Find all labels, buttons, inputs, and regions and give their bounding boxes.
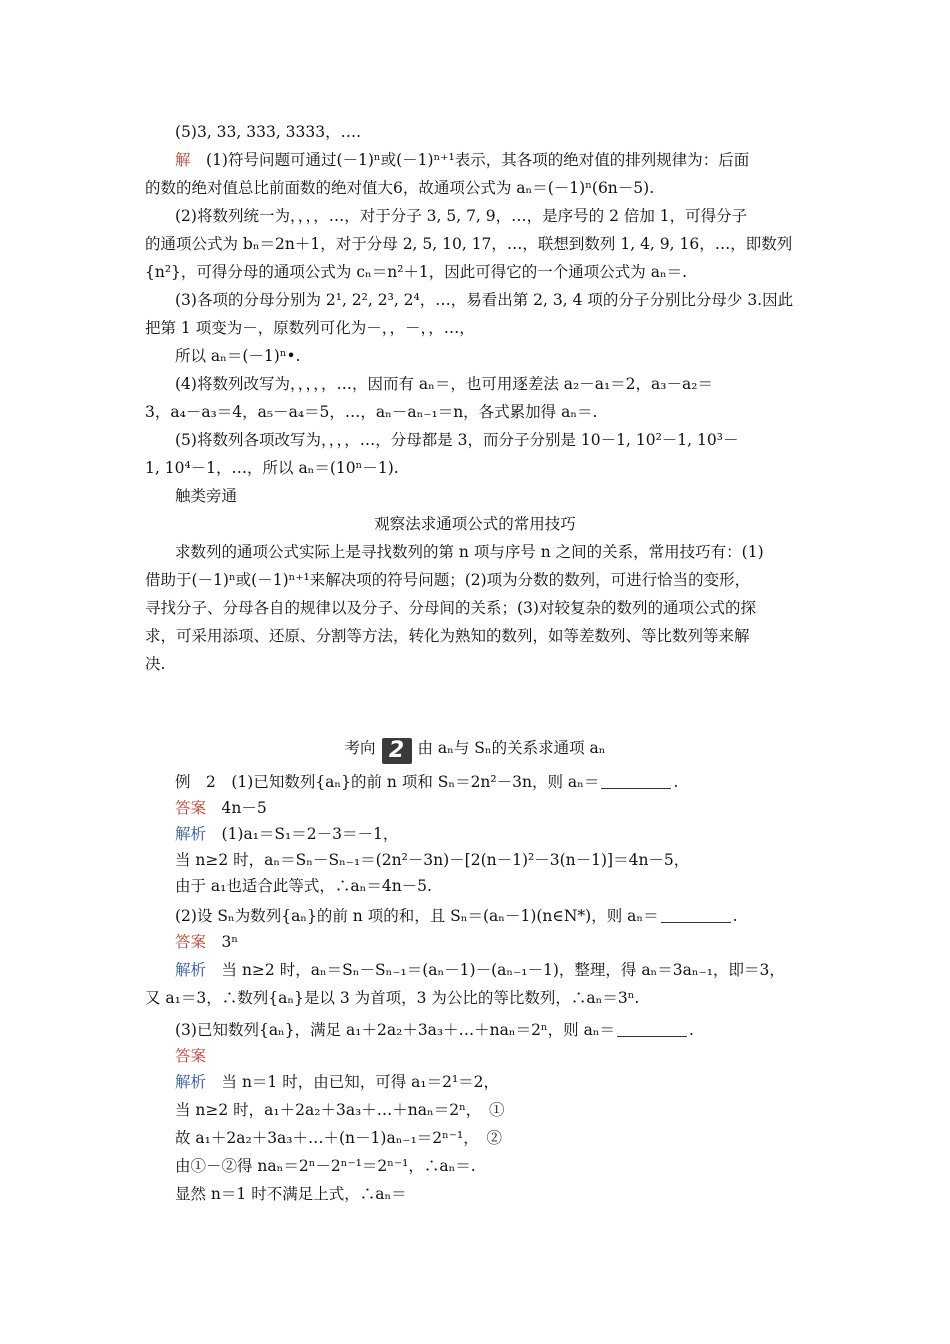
text-line: 决. (145, 655, 166, 673)
subheading-tips: 触类旁通 (175, 487, 238, 505)
text-line: 解 (1)符号问题可通过(－1)ⁿ或(－1)ⁿ⁺¹表示，其各项的绝对值的排列规律为：后面 (175, 151, 750, 169)
answer-blank (617, 1022, 687, 1037)
text-line: 寻找分子、分母各自的规律以及分子、分母间的关系；(3)对较复杂的数列的通项公式的探 (145, 599, 756, 617)
answer-label: 答案 (175, 799, 207, 817)
text-line: 的通项公式为 bₙ＝2n＋1，对于分母 2, 5, 10, 17，…，联想到数列 1, 4, 9, 16，…，即数列 (145, 235, 793, 253)
text-line: {n²}，可得分母的通项公式为 cₙ＝n²＋1，因此可得它的一个通项公式为 aₙ＝. (145, 263, 688, 281)
solution-label: 解 (175, 151, 191, 169)
text-line: 3，a₄－a₃＝4，a₅－a₄＝5，…，aₙ－aₙ₋₁＝n，各式累加得 aₙ＝. (145, 403, 598, 421)
analysis-label: 解析 (175, 1073, 207, 1091)
answer-blank (661, 908, 731, 923)
answer-label: 答案 (175, 1047, 207, 1065)
text-line: (4)将数列改写为，，，，，…，因而有 aₙ＝，也可用逐差法 a₂－a₁＝2，a₃－a₂＝ (175, 375, 713, 393)
section-title: 由 aₙ与 Sₙ的关系求通项 aₙ (417, 739, 606, 757)
text-line: 当 n≥2 时，a₁＋2a₂＋3a₃＋…＋naₙ＝2ⁿ， ① (175, 1101, 505, 1119)
answer-line: 答案 4n－5 (175, 799, 267, 817)
tips-title: 观察法求通项公式的常用技巧 (374, 515, 576, 533)
question-line: (2)设 Sₙ为数列{aₙ}的前 n 项的和，且 Sₙ＝(aₙ－1)(n∈N*)，则 aₙ＝ . (175, 907, 738, 925)
text-line: 所以 aₙ＝(－1)ⁿ•. (175, 347, 301, 365)
text-line: 故 a₁＋2a₂＋3a₃＋…＋(n－1)aₙ₋₁＝2ⁿ⁻¹， ② (175, 1129, 503, 1147)
text-line: 显然 n＝1 时不满足上式，∴aₙ＝ (175, 1185, 407, 1203)
text-line: (5)将数列各项改写为，，，，…，分母都是 3，而分子分别是 10－1, 10²－1, 10³－ (175, 431, 739, 449)
text-line: (2)将数列统一为，，，，…，对于分子 3, 5, 7, 9，…，是序号的 2 倍加 1，可得分子 (175, 207, 748, 225)
text-line: 借助于(－1)ⁿ或(－1)ⁿ⁺¹来解决项的符号问题；(2)项为分数的数列，可进行恰当的变形， (145, 571, 751, 589)
text-line: 当 n≥2 时，aₙ＝Sₙ－Sₙ₋₁＝(2n²－3n)－[2(n－1)²－3(n－1)]＝4n－5， (175, 851, 690, 869)
text-line: 由①－②得 naₙ＝2ⁿ－2ⁿ⁻¹＝2ⁿ⁻¹，∴aₙ＝. (175, 1157, 476, 1175)
answer-label: 答案 (175, 933, 207, 951)
analysis-line: 解析 当 n＝1 时，由已知，可得 a₁＝2¹＝2， (175, 1073, 500, 1091)
answer-line: 答案 3ⁿ (175, 933, 239, 951)
text-line: 由于 a₁也适合此等式，∴aₙ＝4n－5. (175, 877, 432, 895)
analysis-line: 解析 (1)a₁＝S₁＝2－3＝－1， (175, 825, 399, 843)
text-line: (5)3, 33, 333, 3333，…. (175, 123, 362, 141)
text-line: 的数的绝对值总比前面数的绝对值大6，故通项公式为 aₙ＝(－1)ⁿ(6n－5). (145, 179, 655, 197)
number-badge-icon: 2 (382, 738, 412, 764)
analysis-label: 解析 (175, 825, 207, 843)
answer-blank (601, 774, 671, 789)
text-line: 求，可采用添项、还原、分割等方法，转化为熟知的数列，如等差数列、等比数列等来解 (145, 627, 750, 645)
answer-line (175, 1046, 206, 1066)
question-line: 例 2 (1)已知数列{aₙ}的前 n 项和 Sₙ＝2n²－3n，则 aₙ＝ . (175, 773, 679, 791)
text-line: (3)各项的分母分别为 2¹, 2², 2³, 2⁴，…，易看出第 2, 3, 4 项的分子分别比分母少 3.因此 (175, 291, 794, 309)
analysis-line: 解析 当 n≥2 时，aₙ＝Sₙ－Sₙ₋₁＝(aₙ－1)－(aₙ₋₁－1)，整理，得 aₙ＝3aₙ₋₁，即＝3， (175, 961, 785, 979)
text-line: 又 a₁＝3，∴数列{aₙ}是以 3 为首项，3 为公比的等比数列，∴aₙ＝3ⁿ. (145, 989, 640, 1007)
text-line: 求数列的通项公式实际上是寻找数列的第 n 项与序号 n 之间的关系，常用技巧有：(1) (175, 543, 764, 561)
question-line: (3)已知数列{aₙ}，满足 a₁＋2a₂＋3a₃＋…＋naₙ＝2ⁿ，则 aₙ＝ . (175, 1021, 694, 1039)
analysis-label: 解析 (175, 961, 207, 979)
text-line: 1, 10⁴－1，…，所以 aₙ＝(10ⁿ－1). (145, 459, 399, 477)
section-heading: 考向 2 由 aₙ与 Sₙ的关系求通项 aₙ (344, 738, 606, 763)
text-line: 把第 1 项变为－，原数列可化为－，，－，，…， (145, 319, 475, 337)
